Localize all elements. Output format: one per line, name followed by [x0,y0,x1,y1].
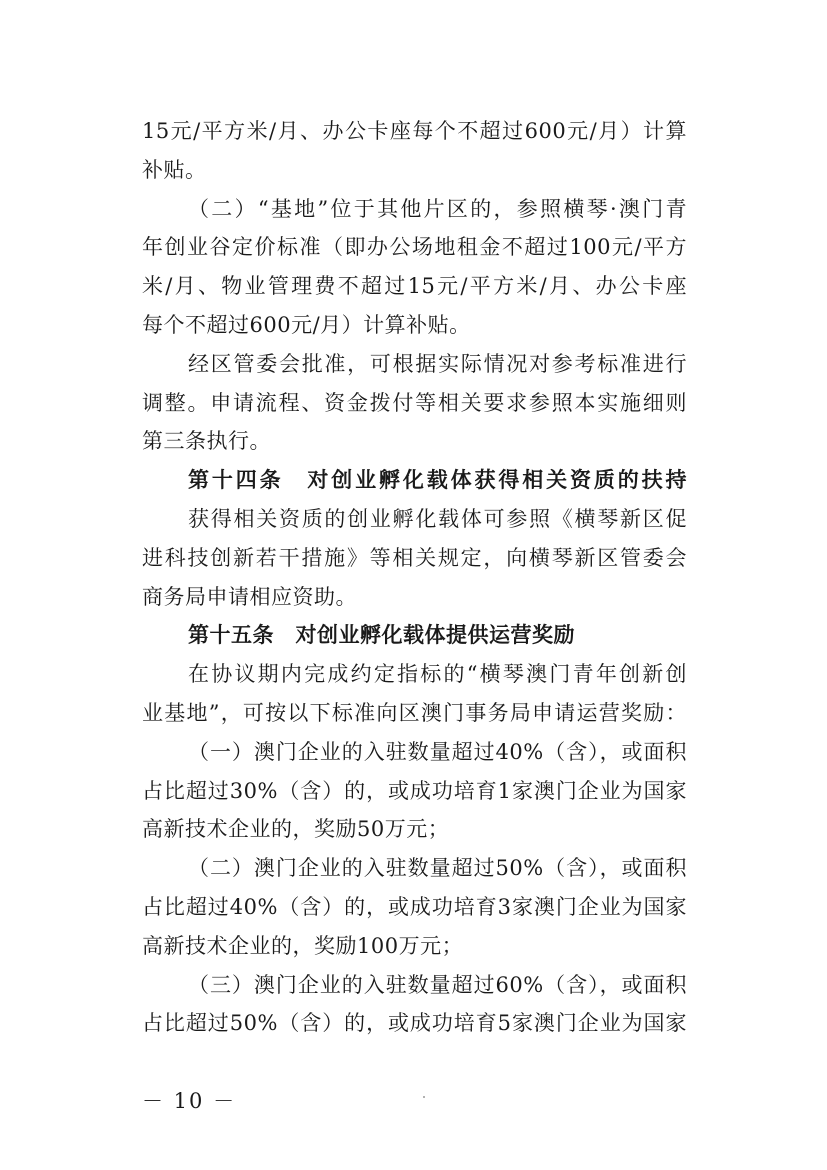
text-line: 补贴。 [142,157,207,182]
text-line: 商务局申请相应资助。 [142,584,357,609]
text-line: 在协议期内完成约定指标的“横琴澳门青年创新创 [188,662,687,687]
text-line: 每个不超过600元/月）计算补贴。 [142,312,471,337]
text-line: 15元/平方米/月、办公卡座每个不超过600元/月）计算 [142,119,687,143]
text-line: 进科技创新若干措施》等相关规定，向横琴新区管委会 [142,545,687,570]
text-line: 占比超过50%（含）的，或成功培育5家澳门企业为国家 [142,1011,687,1036]
text-line: （三）澳门企业的入驻数量超过60%（含），或面积 [188,972,687,997]
text-line: 第三条执行。 [142,429,271,454]
text-line: 占比超过40%（含）的，或成功培育3家澳门企业为国家 [142,894,687,919]
text-line: 业基地”，可按以下标准向区澳门事务局申请运营奖励： [142,700,687,725]
text-line: 获得相关资质的创业孵化载体可参照《横琴新区促 [188,506,687,531]
body-text [142,112,687,1043]
text-line: 经区管委会批准，可根据实际情况对参考标准进行 [188,351,687,376]
article-heading: 第十五条 对创业孵化载体提供运营奖励 [188,623,575,648]
scan-dot [423,1096,425,1098]
text-line: 米/月、物业管理费不超过15元/平方米/月、办公卡座 [142,274,687,299]
article-heading: 第十四条 对创业孵化载体获得相关资质的扶持 [188,468,687,493]
text-line: 调整。申请流程、资金拨付等相关要求参照本实施细则 [142,390,687,415]
text-line: 年创业谷定价标准（即办公场地租金不超过100元/平方 [142,235,687,260]
text-line: 高新技术企业的，奖励50万元； [142,817,450,842]
text-line: 占比超过30%（含）的，或成功培育1家澳门企业为国家 [142,778,687,803]
text-line: 高新技术企业的，奖励100万元； [142,933,464,958]
text-line: （二）澳门企业的入驻数量超过50%（含），或面积 [188,856,687,881]
page-number: － 10 － [142,1089,237,1113]
text-line: （二）“基地”位于其他片区的，参照横琴·澳门青 [188,196,687,221]
text-line: （一）澳门企业的入驻数量超过40%（含），或面积 [188,739,687,764]
